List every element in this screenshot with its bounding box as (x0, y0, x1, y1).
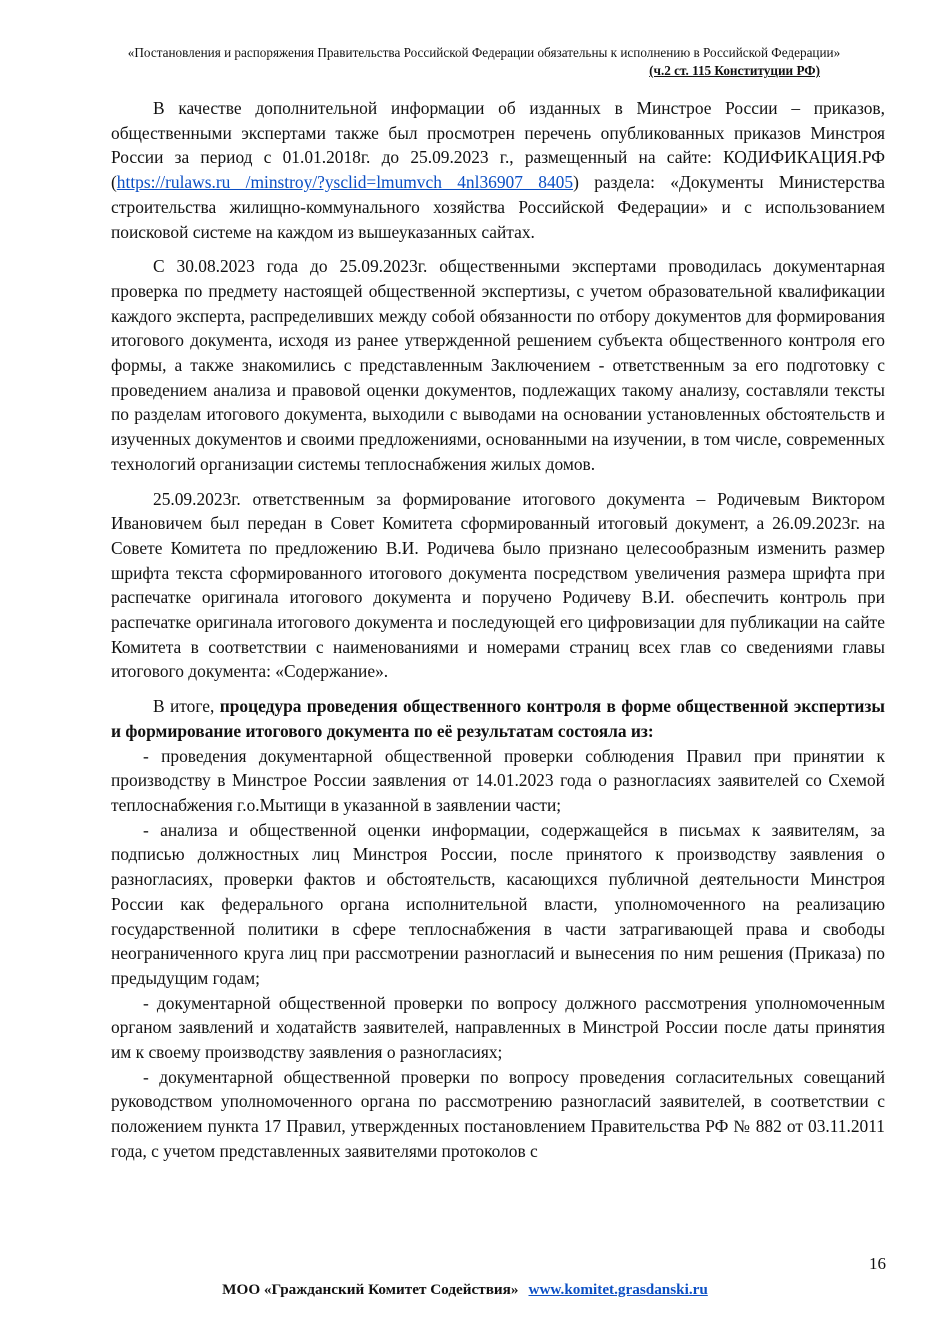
page-number: 16 (869, 1254, 886, 1273)
document-body (111, 96, 885, 1164)
paragraph-final-document: 25.09.2023г. ответственным за формирование итогового документа – Родичевым Виктором Ивановичем был передан в Совет Комитета сформированный итоговый документ, а 26.09.2023г. на Совете Комитета по предложению В.И. Родичева было признано целесообразным изменить размер шрифта текста сформированного итогового документа посредством увеличения размера шрифта при распечатке оригинала итогового документа и поручено Родичеву В.И. обеспечить контроль при распечатке оригинала итогового документа и последующей его цифровизации для публикации на сайте Комитета в соответствии с наименованиями и номерами страниц всех глав со сведениями главы итогового документа: «Содержание». (111, 488, 885, 682)
list-item: - документарной общественной проверки по вопросу проведения согласительных совещаний руководством уполномоченного органа по рассмотрению разногласий заявителей, в соответствии с положением пункта 17 Правил, утвержденных постановлением Правительства РФ № 882 от 03.11.2011 года, с учетом представленных заявителями протоколов с (111, 1066, 885, 1161)
paragraph-procedure-summary (111, 694, 885, 743)
paragraph-4-bold: процедура проведения общественного контроля в форме общественной экспертизы и формирование итогового документа по её результатам состояла из: (111, 696, 885, 741)
paragraph-4-lead: В итоге, (153, 696, 220, 717)
rulaws-link[interactable]: https://rulaws.ru /minstroy/?ysclid=lmumvch 4nl36907 8405 (116, 172, 574, 193)
paragraph-additional-info (111, 96, 885, 244)
header-citation: (ч.2 ст. 115 Конституции РФ) (649, 63, 820, 78)
list-item: - документарной общественной проверки по вопросу должного рассмотрения уполномоченным органом заявлений и ходатайств заявителей, направленных в Минстрой России после даты принятия им к своему производству заявления о разногласиях; (111, 992, 885, 1063)
footer-website-link[interactable]: www.komitet.grasdanski.ru (528, 1281, 708, 1298)
header-quote: «Постановления и распоряжения Правительства Российской Федерации обязательны к исполнению в Российской Федерации» (127, 45, 841, 60)
list-item: - анализа и общественной оценки информации, содержащейся в письмах к заявителям, за подписью должностных лиц Минстроя России, после принятого к производству заявления о разногласиях, проверки фактов и обстоятельств, касающихся публичной деятельности Минстроя России как федерального органа исполнительной власти, уполномоченного на реализацию государственной политики в сфере теплоснабжения в части затрагивающей права и свободы неограниченного круга лиц при рассмотрении разногласий и вынесения по ним решения (Приказа) по предыдущим годам; (111, 819, 885, 988)
list-item: - проведения документарной общественной проверки соблюдения Правил при принятии к производству в Минстрое России заявления от 14.01.2023 года о разногласиях заявителей со Схемой теплоснабжения г.о.Мытищи в указанной в заявлении части; (111, 745, 885, 815)
page-footer (0, 1281, 930, 1299)
paragraph-1-text-end: ) раздела: «Документы Министерства строительства жилищно-коммунального хозяйства Российской Федерации» и с использованием поисковой системе на каждом из вышеуказанных сайтах. (111, 172, 885, 242)
page-header (0, 44, 930, 80)
footer-organization: МОО «Гражданский Комитет Содействия» (222, 1281, 519, 1298)
paragraph-review-period: С 30.08.2023 года до 25.09.2023г. общественными экспертами проводилась документарная проверка по предмету настоящей общественной экспертизы, с учетом образовательной квалификации каждого эксперта, распределивших между собой обязанности по отбору документов для формирования итогового документа, исходя из ранее утвержденной решением субъекта общественного контроля его формы, а также знакомились с представленным Заключением - ответственным за его подготовку с проведением анализа и правовой оценки документов, подлежащих такому анализу, составляли тексты по разделам итогового документа, выходили с выводами на основании установленных обстоятельств и изученных документов и своими предложениями, основанными на изучении, в том числе, современных технологий организации системы теплоснабжения жилых домов. (111, 256, 885, 474)
paragraph-1-text-start: В качестве дополнительной информации об изданных в Минстрое России – приказов, общественными экспертами также был просмотрен перечень опубликованных приказов Минстроя России за период с 01.01.2018г. до 25.09.2023 г., размещенный на сайте: КОДИФИКАЦИЯ.РФ ( (111, 98, 885, 193)
